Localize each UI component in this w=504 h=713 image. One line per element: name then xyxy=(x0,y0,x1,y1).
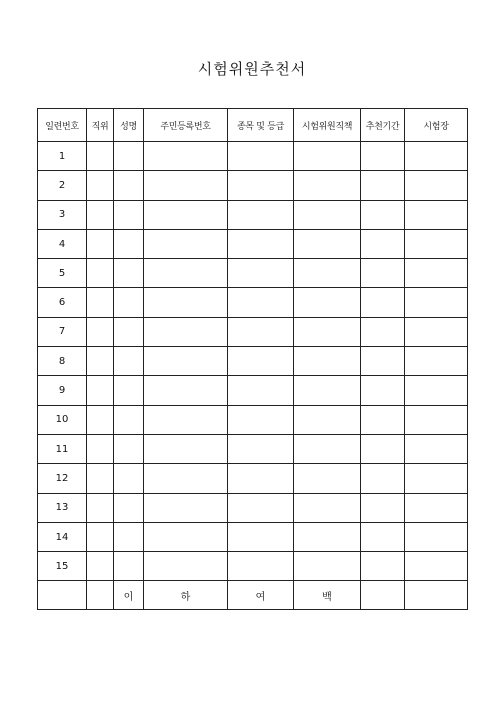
cell-recommend-period xyxy=(361,142,405,171)
cell-resident-id xyxy=(144,434,228,463)
cell-name xyxy=(114,522,144,551)
cell-position xyxy=(87,376,114,405)
cell-position xyxy=(87,464,114,493)
recommendation-table xyxy=(37,108,468,610)
cell-position xyxy=(87,522,114,551)
cell-resident-id xyxy=(144,376,228,405)
cell-resident-id xyxy=(144,522,228,551)
footer-cell-empty xyxy=(405,581,468,610)
cell-exam-site xyxy=(405,405,468,434)
cell-examiner-role xyxy=(294,288,361,317)
table-row xyxy=(38,434,468,463)
header-row xyxy=(38,109,468,142)
col-header-name: 성명 xyxy=(114,109,144,142)
row-number: 13 xyxy=(38,493,87,522)
cell-category-grade xyxy=(228,171,294,200)
table-row xyxy=(38,200,468,229)
table-row xyxy=(38,229,468,258)
cell-recommend-period xyxy=(361,493,405,522)
cell-recommend-period xyxy=(361,552,405,581)
cell-name xyxy=(114,229,144,258)
cell-resident-id xyxy=(144,347,228,376)
cell-exam-site xyxy=(405,464,468,493)
cell-recommend-period xyxy=(361,405,405,434)
cell-category-grade xyxy=(228,200,294,229)
table-row xyxy=(38,171,468,200)
cell-examiner-role xyxy=(294,171,361,200)
cell-recommend-period xyxy=(361,434,405,463)
cell-exam-site xyxy=(405,347,468,376)
row-number: 2 xyxy=(38,171,87,200)
cell-name xyxy=(114,464,144,493)
cell-exam-site xyxy=(405,376,468,405)
cell-examiner-role xyxy=(294,200,361,229)
cell-name xyxy=(114,317,144,346)
footer-char-3: 여 xyxy=(228,581,294,610)
cell-resident-id xyxy=(144,493,228,522)
cell-resident-id xyxy=(144,229,228,258)
table-row xyxy=(38,464,468,493)
cell-resident-id xyxy=(144,552,228,581)
cell-resident-id xyxy=(144,317,228,346)
row-number: 10 xyxy=(38,405,87,434)
cell-exam-site xyxy=(405,493,468,522)
cell-examiner-role xyxy=(294,434,361,463)
col-header-recommend-period: 추천기간 xyxy=(361,109,405,142)
table-row xyxy=(38,142,468,171)
cell-category-grade xyxy=(228,552,294,581)
cell-exam-site xyxy=(405,317,468,346)
footer-row xyxy=(38,581,468,610)
cell-category-grade xyxy=(228,259,294,288)
cell-resident-id xyxy=(144,142,228,171)
cell-position xyxy=(87,347,114,376)
row-number: 15 xyxy=(38,552,87,581)
table-row xyxy=(38,259,468,288)
cell-name xyxy=(114,493,144,522)
table-row xyxy=(38,522,468,551)
cell-position xyxy=(87,200,114,229)
row-number: 14 xyxy=(38,522,87,551)
cell-name xyxy=(114,405,144,434)
cell-exam-site xyxy=(405,259,468,288)
cell-recommend-period xyxy=(361,200,405,229)
cell-examiner-role xyxy=(294,376,361,405)
cell-name xyxy=(114,200,144,229)
row-number: 1 xyxy=(38,142,87,171)
cell-examiner-role xyxy=(294,259,361,288)
cell-category-grade xyxy=(228,347,294,376)
cell-position xyxy=(87,552,114,581)
cell-exam-site xyxy=(405,434,468,463)
cell-resident-id xyxy=(144,405,228,434)
cell-category-grade xyxy=(228,229,294,258)
cell-name xyxy=(114,434,144,463)
cell-position xyxy=(87,259,114,288)
cell-name xyxy=(114,376,144,405)
cell-recommend-period xyxy=(361,522,405,551)
cell-recommend-period xyxy=(361,288,405,317)
cell-examiner-role xyxy=(294,405,361,434)
table-row xyxy=(38,347,468,376)
footer-cell-empty xyxy=(87,581,114,610)
cell-resident-id xyxy=(144,288,228,317)
row-number: 6 xyxy=(38,288,87,317)
cell-examiner-role xyxy=(294,229,361,258)
footer-cell-empty xyxy=(38,581,87,610)
footer-cell-empty xyxy=(361,581,405,610)
cell-examiner-role xyxy=(294,464,361,493)
row-number: 8 xyxy=(38,347,87,376)
row-number: 11 xyxy=(38,434,87,463)
col-header-examiner-role: 시험위원직책 xyxy=(294,109,361,142)
cell-position xyxy=(87,288,114,317)
cell-examiner-role xyxy=(294,142,361,171)
col-header-exam-site: 시험장 xyxy=(405,109,468,142)
cell-examiner-role xyxy=(294,493,361,522)
row-number: 5 xyxy=(38,259,87,288)
cell-category-grade xyxy=(228,317,294,346)
footer-char-1: 이 xyxy=(114,581,144,610)
cell-name xyxy=(114,142,144,171)
cell-position xyxy=(87,317,114,346)
cell-examiner-role xyxy=(294,347,361,376)
cell-recommend-period xyxy=(361,229,405,258)
cell-recommend-period xyxy=(361,171,405,200)
cell-category-grade xyxy=(228,142,294,171)
table-row xyxy=(38,493,468,522)
cell-examiner-role xyxy=(294,317,361,346)
cell-name xyxy=(114,171,144,200)
cell-exam-site xyxy=(405,229,468,258)
cell-category-grade xyxy=(228,522,294,551)
cell-exam-site xyxy=(405,552,468,581)
cell-recommend-period xyxy=(361,464,405,493)
document-title: 시험위원추천서 xyxy=(197,60,307,78)
cell-recommend-period xyxy=(361,347,405,376)
col-header-category-grade: 종목 및 등급 xyxy=(228,109,294,142)
col-header-position: 직위 xyxy=(87,109,114,142)
cell-recommend-period xyxy=(361,259,405,288)
row-number: 3 xyxy=(38,200,87,229)
cell-exam-site xyxy=(405,171,468,200)
row-number: 7 xyxy=(38,317,87,346)
cell-position xyxy=(87,434,114,463)
row-number: 12 xyxy=(38,464,87,493)
cell-name xyxy=(114,259,144,288)
col-header-resident-id: 주민등록번호 xyxy=(144,109,228,142)
cell-name xyxy=(114,552,144,581)
cell-category-grade xyxy=(228,405,294,434)
footer-char-4: 백 xyxy=(294,581,361,610)
table-row xyxy=(38,317,468,346)
row-number: 9 xyxy=(38,376,87,405)
cell-position xyxy=(87,142,114,171)
cell-resident-id xyxy=(144,200,228,229)
cell-exam-site xyxy=(405,288,468,317)
footer-char-2: 하 xyxy=(144,581,228,610)
table-row xyxy=(38,288,468,317)
cell-category-grade xyxy=(228,288,294,317)
cell-name xyxy=(114,347,144,376)
cell-category-grade xyxy=(228,493,294,522)
cell-position xyxy=(87,493,114,522)
cell-resident-id xyxy=(144,259,228,288)
cell-category-grade xyxy=(228,376,294,405)
cell-resident-id xyxy=(144,171,228,200)
cell-exam-site xyxy=(405,200,468,229)
table-row xyxy=(38,376,468,405)
cell-resident-id xyxy=(144,464,228,493)
col-header-serial: 일련번호 xyxy=(38,109,87,142)
cell-category-grade xyxy=(228,434,294,463)
cell-position xyxy=(87,229,114,258)
cell-recommend-period xyxy=(361,376,405,405)
cell-examiner-role xyxy=(294,552,361,581)
cell-position xyxy=(87,405,114,434)
cell-examiner-role xyxy=(294,522,361,551)
cell-name xyxy=(114,288,144,317)
cell-exam-site xyxy=(405,522,468,551)
cell-exam-site xyxy=(405,142,468,171)
cell-recommend-period xyxy=(361,317,405,346)
cell-category-grade xyxy=(228,464,294,493)
table-row xyxy=(38,405,468,434)
row-number: 4 xyxy=(38,229,87,258)
table-row xyxy=(38,552,468,581)
cell-position xyxy=(87,171,114,200)
